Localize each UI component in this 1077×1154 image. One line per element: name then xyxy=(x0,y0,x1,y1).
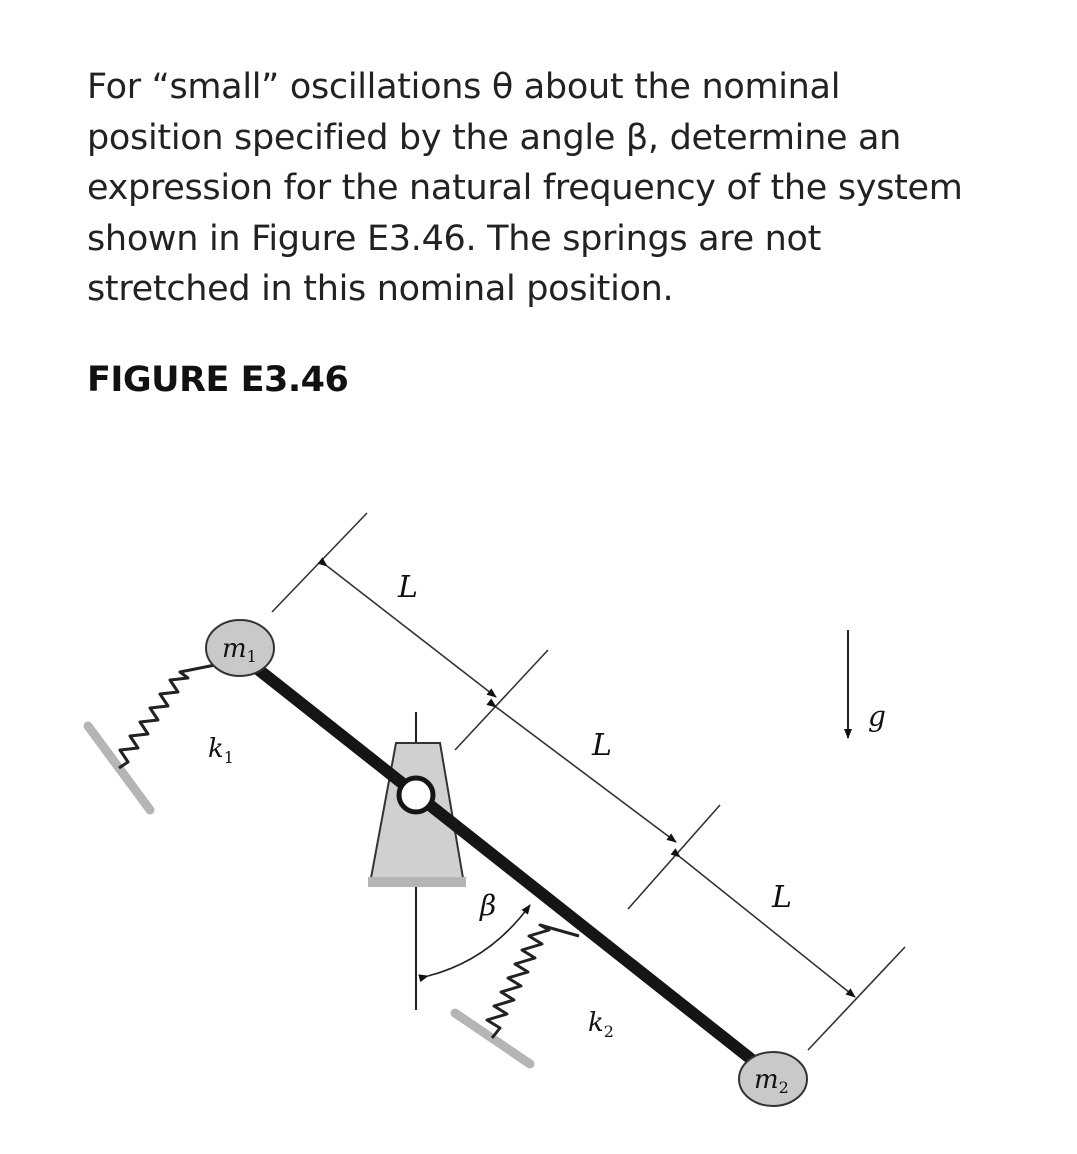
label-mass-1: m1 xyxy=(222,634,257,666)
spring-k1 xyxy=(119,665,215,768)
label-length-1: L xyxy=(398,570,418,605)
label-spring-2: $k_2$ xyxy=(588,1008,614,1041)
dimension-lines xyxy=(272,513,905,1050)
figure-caption: FIGURE E3.46 xyxy=(87,360,349,400)
label-length-3: L xyxy=(772,880,792,915)
ground-lower xyxy=(455,1013,530,1064)
problem-statement: For “small” oscillations θ about the nominal position specified by the angle β, determine an expression for the natural frequency of the system shown in Figure E3.46. The springs are not stretched in this nominal position. xyxy=(87,67,963,309)
label-spring-1: $k_1$ xyxy=(208,734,234,767)
label-angle: β xyxy=(480,889,497,922)
label-length-2: L xyxy=(592,728,612,763)
spring-k2 xyxy=(487,925,579,1038)
label-gravity: g xyxy=(868,700,886,733)
label-mass-2: m2 xyxy=(754,1065,789,1097)
pivot-pin xyxy=(399,778,433,812)
